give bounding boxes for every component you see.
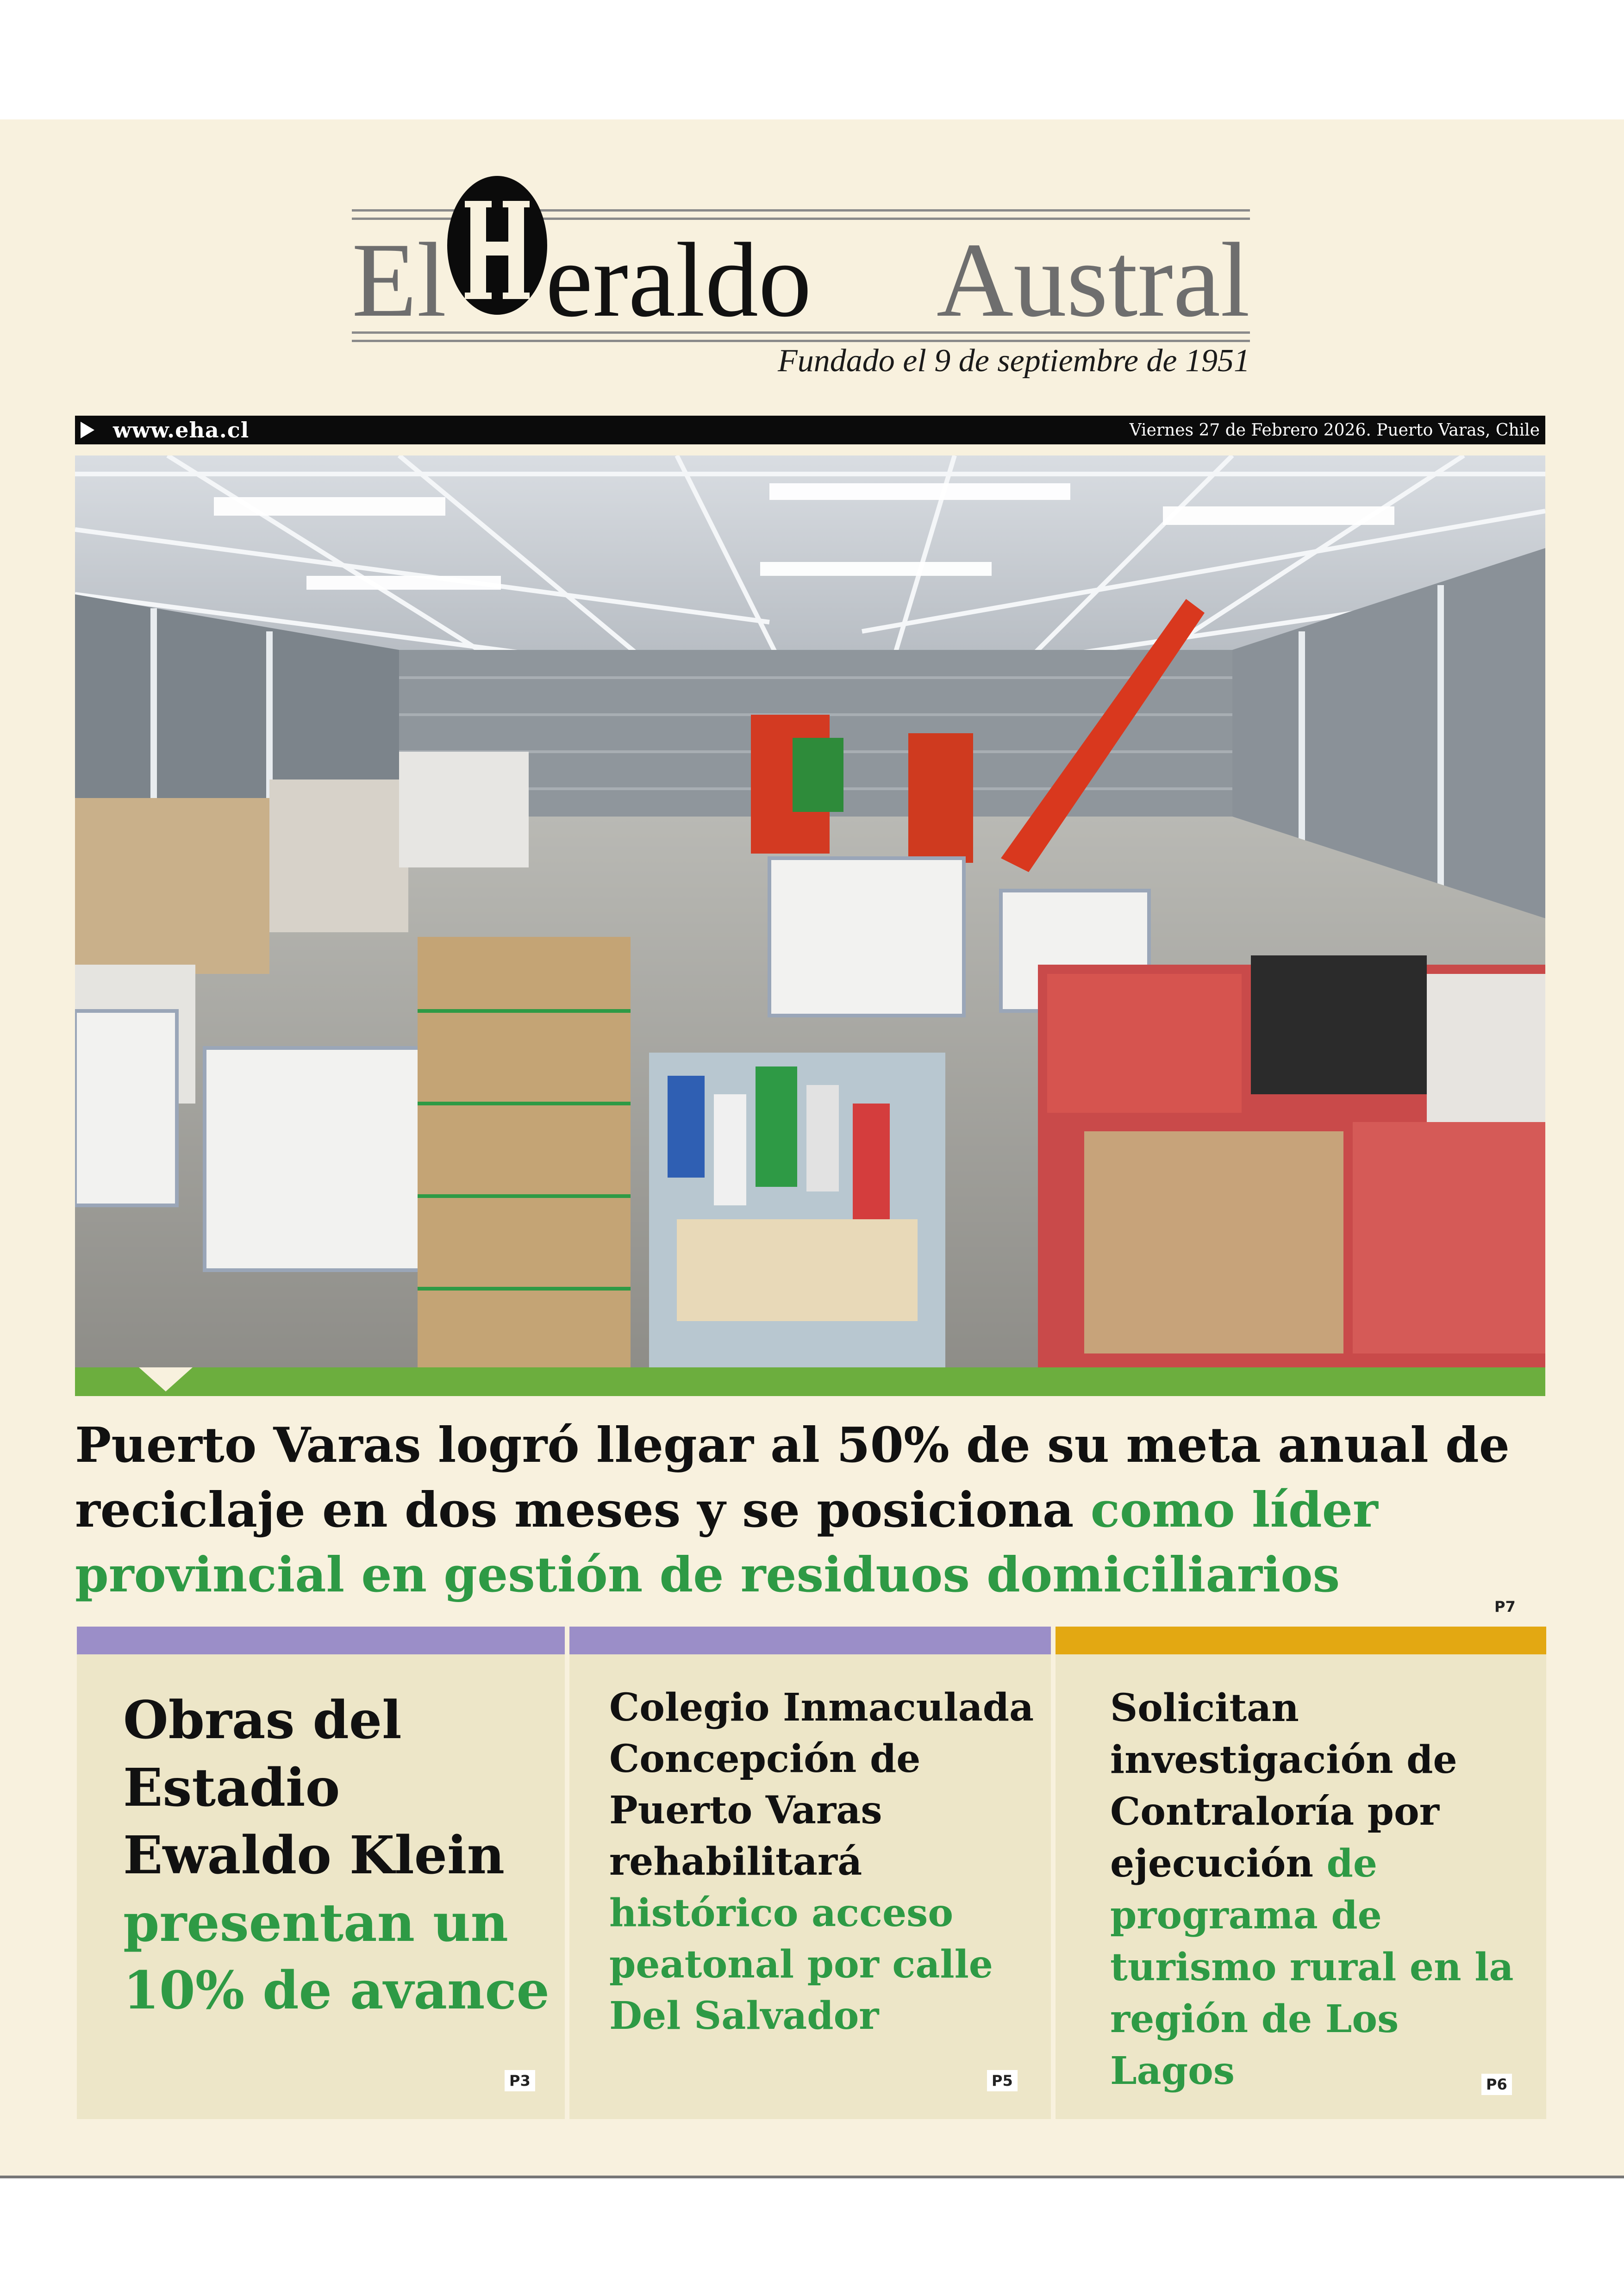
founded-date: Fundado el 9 de septiembre de 1951 xyxy=(778,343,1250,379)
story-headline-green: histórico acceso peatonal por calle Del Salvador xyxy=(609,1891,993,2038)
story-headline-green: de programa de turismo rural en la región de Los Lagos xyxy=(1110,1841,1514,2093)
story-page-ref: P3 xyxy=(505,2070,535,2091)
story-headline-black: Solicitan investigación de Contraloría por ejecución xyxy=(1110,1686,1457,1886)
logo-h-monogram xyxy=(446,199,548,333)
logo-el-heraldo xyxy=(352,199,812,339)
story-headline-green: presentan un 10% de avance xyxy=(123,1893,550,2021)
story-category-bar xyxy=(77,1627,565,1654)
masthead-logo[interactable] xyxy=(352,218,1250,339)
masthead-rule-bottom-inner xyxy=(352,340,1250,342)
logo-word-el: El xyxy=(352,221,447,339)
caption-pointer-icon xyxy=(139,1367,193,1391)
story-category-bar xyxy=(569,1627,1051,1654)
site-url-link[interactable]: www.eha.cl xyxy=(113,418,250,443)
story-headline xyxy=(609,1682,1044,2042)
headline-accent-strip xyxy=(75,1367,1545,1396)
story-page-ref: P5 xyxy=(987,2070,1018,2091)
story-headline-black: Colegio Inmaculada Concepción de Puerto Varas rehabilitará xyxy=(609,1685,1034,1884)
logo-h-icon xyxy=(446,171,548,319)
story-category-bar xyxy=(1056,1627,1546,1654)
story-headline xyxy=(1110,1682,1536,2097)
edition-bar xyxy=(75,416,1545,444)
story-card-colegio[interactable] xyxy=(569,1627,1051,2119)
recycling-warehouse-image xyxy=(75,455,1545,1367)
arrow-right-icon xyxy=(81,422,94,438)
story-headline xyxy=(123,1687,558,2025)
logo-word-austral: Austral xyxy=(936,221,1250,339)
main-headline-black: Puerto Varas logró llegar al 50% de su meta anual de reciclaje en dos meses y se posiciona xyxy=(75,1416,1510,1538)
page-bottom-rule xyxy=(0,2176,1624,2178)
story-card-stadium[interactable] xyxy=(77,1627,565,2119)
masthead xyxy=(352,0,1250,339)
story-card-contraloria[interactable] xyxy=(1056,1627,1546,2119)
edition-bar-left xyxy=(81,418,249,443)
story-page-ref: P6 xyxy=(1481,2074,1512,2095)
hero-photo[interactable] xyxy=(75,455,1545,1367)
main-headline-green: como líder provincial en gestión de residuos domiciliarios xyxy=(75,1481,1378,1603)
issue-date: Viernes 27 de Febrero 2026. Puerto Varas, Chile xyxy=(1129,420,1540,440)
logo-word-eraldo: eraldo xyxy=(545,221,812,339)
main-headline[interactable] xyxy=(75,1413,1545,1607)
story-headline-black: Obras del Estadio Ewaldo Klein xyxy=(123,1690,505,1886)
main-story-page-ref: P7 xyxy=(1494,1598,1516,1615)
